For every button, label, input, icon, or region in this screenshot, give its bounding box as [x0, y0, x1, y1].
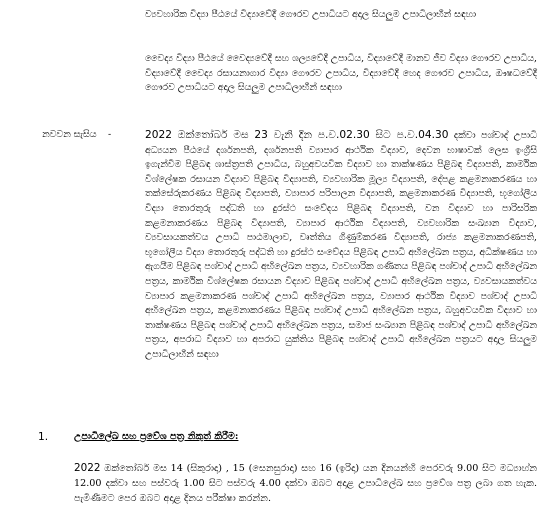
session-label: නවවන සැසිය	[42, 129, 97, 140]
issuance-year: 2022	[74, 462, 101, 474]
applied-science-paragraph: ව්‍යවහාරික විද්‍යා පීඨයේ විද්‍යාවේදී ගෞරව උපාධියට අදාල සියලුම උපාධිලාභීන් සඳහා	[145, 9, 477, 20]
medical-faculty-paragraph: වෛද්‍ය විද්‍යා පීඨයේ වෛද්‍යවේදී සහ ශල්‍යවේදී උපාධිය, විද්‍යාවේදී මානව ජීව විද්‍යා ගෞරව උපාධිය, විද්‍යාවේදී වෛද්‍ය රසායනාගාර විද්‍යා ගෞරව උපාධිය, විද්‍යාවේදී හෙද ගෞරව උපාධිය, ඖෂධවේදී ගෞරව උපාධියට අදාල සියලුම උපාධිලාභීන් සඳහා	[145, 53, 537, 94]
issuance-details: ඔක්තෝබර් මස 14 (සිකුරාදා) , 15 (සෙනසුරාදා) සහ 16 (ඉරිදා) යන දිනයන්හි පෙරවරු 9.00 සිට මධ්‍යාහ්න 12.00 දක්වා සහ පස්වරු 1.00 සිට පස්වරු 4.00 දක්වා ඔබට අදාළ උපාධිලේඛ සහ ප්‍රවේශ පත්‍ර ලබා ගත හැක. පැමිණීමට පෙර ඔබට අදාළ දිනය පරීක්ෂා කරන්න.	[74, 463, 537, 505]
section-heading: උපාධිලේඛ සහ ප්‍රවේශ පත්‍ර නිකුත් කිරීම:	[74, 431, 239, 442]
session-date-time: 2022 ඔක්තෝබර් මස 23 වැනි දින ප.ව.02.30 සිට ප.ව.04.30	[145, 129, 449, 141]
session-separator: -	[108, 129, 112, 140]
postgraduate-degree-list: දක්වා පශ්චාද් උපාධි අධ්‍යයන පීඨයේ දර්ශනපති, දර්ශනපති ව්‍යාපාර ආර්ථික විද්‍යාව, දෙවන භාෂාවක් ලෙස ඉංග්‍රීසි ඉගැන්වීම පිළිබඳ ශාස්ත්‍රපති උපාධිය, බහුඅවයවික විද්‍යාව හා තාක්ෂණය පිළිබඳ විද්‍යාපති, කාර්මික විශ්ලේෂක රසායන විද්‍යාව පිළිබඳ විද්‍යාපති, ව්‍යවහාරික මූල්‍ය විද්‍යාපති, දේපළ කළමනාකරණය හා තක්සේරුකරණය පිළිබඳ විද්‍යාපති, ව්‍යාපාර පරිපාලන විද්‍යාපති, කළමනාකරණ විද්‍යාපති, භූගෝලීය විද්‍යා තොරතුරු පද්ධති හා දුරස්ථ සංවේදය පිළිබඳ විද්‍යාපති, වන විද්‍යාව හා පාරිසරික කළමනාකරණය පිළිබඳ විද්‍යාපති, ව්‍යාපාර ආර්ථික විද්‍යාපති, ව්‍යවහාරික සංඛ්‍යාන විද්‍යාව, ව්‍යවසායකත්වය උපාධි පාඨමාලාව, වෘත්තිය ගිණුම්කරණ විද්‍යාපති, රාජ්‍ය කළමනාකරණපති, භූගෝලීය විද්‍යා තොරතුරු පද්ධති හා දුරස්ථ සංවේදය පිළිබඳ උපාධි අභිලේඛන පත්‍රය, අධීක්ෂණය හා ඇගයීම පිළිබඳ පශ්චාද් උපාධි අභිලේඛන පත්‍රය, ව්‍යවහාරික ගණිතය පිළිබඳ පශ්චාද් උපාධි අභිලේඛන පත්‍රය, කාර්මික විශ්ලේෂක රසායන විද්‍යාව පිළිබඳ පශ්චාද් උපාධි අභිලේඛන පත්‍රය, ව්‍යවසායකත්වය ව්‍යාපාර කළමනාකරණ පශ්චාද් උපාධි අභිලේඛන පත්‍රය, ව්‍යාපාර ආර්ථික විද්‍යාව පශ්චාද් උපාධි අභිලේඛන පත්‍රය, කළමනාකරණය පිළිබඳ පශ්චාද් උපාධි අභිලේඛන පත්‍රය, බහුඅවයවික විද්‍යාව හා තාක්ෂණය පිළිබඳ පශ්චාද් උපාධි අභිලේඛන පත්‍රය, සමාජ සංඛ්‍යාන පිළිබඳ පශ්චාද් උපාධි අභිලේඛන පත්‍රය, අපරාධ විද්‍යාව හා අපරාධ යුක්තිය පිළිබඳ පශ්චාද් උපාධි අභිලේඛන පත්‍රයට අදාල සියලුම උපාධිලාභීන් සඳහා	[145, 130, 537, 360]
postgraduate-paragraph	[145, 128, 537, 363]
section-number: 1.	[38, 431, 49, 443]
